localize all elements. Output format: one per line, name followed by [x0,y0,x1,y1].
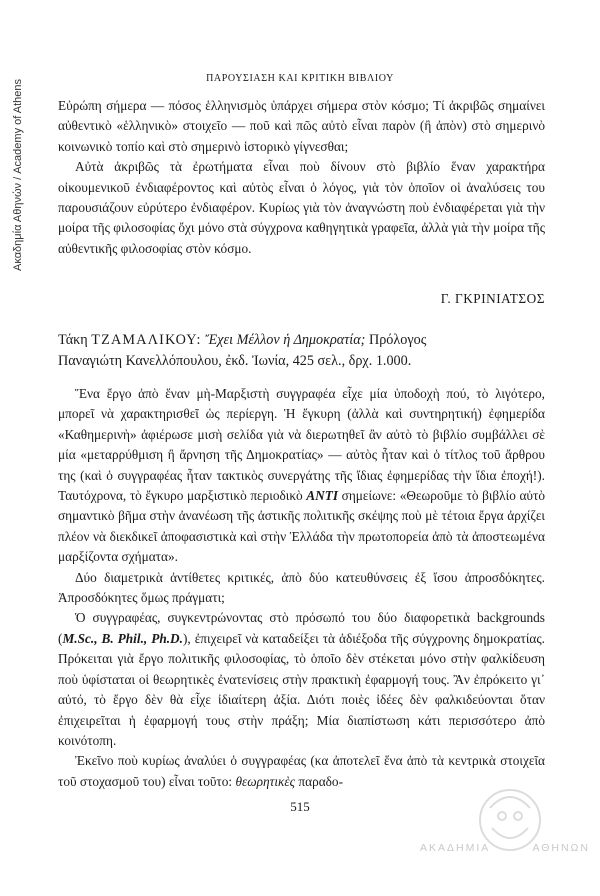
text-run: σημείωνε: «Θεωροῦμε τὸ βιβλίο αὐτὸ σημαντικὸ βῆμα στὴν ἀνανέωση τῆς ἀστικῆς πολιτικῆς σκέψης ποὺ μὲ τέτοια ἔργα ἀρχίζει πλέον νὰ διεκδικεῖ ἀποφασιστικὰ καὶ στὴν Ἑλλάδα τὴν πρωτοπορεία ἀπὸ τὰ ἀποστεωμένα μαρξίζοντα σχήματα». [58,488,545,565]
paragraph [58,608,545,751]
paragraph: Δύο διαμετρικὰ ἀντίθετες κριτικές, ἀπὸ δύο κατευθύνσεις ἐξ ἴσου ἀπροσδόκητες. Ἀπροσδόκητες ὅμως πράγματι; [58,569,545,606]
author-first-name: Τάκη [58,332,88,348]
page-number: 515 [290,799,310,814]
bibliographic-details: Πρόλογος [368,332,427,348]
text-run: Ἐκεῖνο ποὺ κυρίως ἀναλύει ὁ συγγραφέας (κα ἀποτελεῖ ἕνα ἀπὸ τὰ κεντρικὰ στοιχεῖα τοῦ στοχασμοῦ του) εἶναι τοῦτο: [58,753,545,789]
watermark-right: ΑΘΗΝΩΝ [532,842,590,854]
degree-list: M.Sc., B. Phil., Ph.D. [62,630,183,646]
review-body [58,384,545,792]
periodical-name: ANTI [306,488,339,504]
paragraph [58,384,545,568]
bibliographic-details: Παναγιώτη Κανελλόπουλου, ἐκδ. Ἰωνία, 425 σελ., δρχ. 1.000. [58,353,412,369]
book-title: Ἔχει Μέλλον ἡ Δημοκρατία; [205,332,366,348]
academy-emblem-watermark [420,768,600,888]
reviewer-signature: Γ. ΓΚΡΙΝΙΑΤΣΟΣ [440,291,545,306]
watermark-text [420,842,590,854]
running-head: ΠΑΡΟΥΣΙΑΣΗ ΚΑΙ ΚΡΙΤΙΚΗ ΒΙΒΛΙΟΥ [206,73,394,84]
text-run: παραδο- [295,773,344,789]
paragraph: Εὐρώπη σήμερα — πόσος ἑλληνισμὸς ὑπάρχει σήμερα στὸν κόσμο; Τί ἀκριβῶς σημαίνει αὐθεντικὸ «ἑλληνικὸ» στοιχεῖο — ποῦ καὶ πῶς αὐτὸ εἶναι παρὸν (ἢ ἀπὸν) στὸ σημερινὸ κοινωνικὸ τοπίο καὶ στὸ σημερινὸ ἱστορικὸ γίγνεσθαι; [58,98,545,154]
text-run: Ἕνα ἔργο ἀπὸ ἕναν μὴ-Μαρξιστὴ συγγραφέα εἶχε μία ὑποδοχὴ πού, τὸ λιγότερο, μπορεῖ νὰ χαρακτηρισθεῖ ὡς περίεργη. Ἡ ἔγκυρη (ἀλλὰ καὶ συντηρητική) ἐφημερίδα «Καθημερινὴ» ἀφιέρωσε μισὴ σελίδα γιὰ νὰ διερωτηθεῖ ἂν αὐτὸ τὸ βιβλίο συμβάλλει σὲ μία «μεταρρύθμιση ἢ ἄρνηση τῆς Δημοκρατίας» — αὐτὸς ἦταν καὶ ὁ τίτλος τοῦ ἄρθρου της (καὶ ὁ συγγραφέας ἦταν τακτικὸς συνεργάτης τῆς ἴδιας ἐφημερίδας τὴν ἴδια ἐποχή!). Ταυτόχρονα, τὸ ἔγκυρο μαρξιστικὸ περιοδικὸ [58,386,545,504]
text-run: ), ἐπιχειρεῖ νὰ καταδείξει τὰ ἀδιέξοδα τῆς σύγχρονης δημοκρατίας. Πρόκειται γιὰ ἔργο πολιτικῆς φιλοσοφίας, τὸ ὁποῖο δὲν στέκεται μόνο στὴν φαλκίδευση ποὺ ὑφίσταται οἱ θεωρητικὲς ἐνατενίσεις στὴν πρακτικὴ ἐφαρμογή τους. Ἂν ἐπρόκειτο γι᾿ αὐτό, τὸ ἔργο δὲν θὰ εἶχε ἰδιαίτερη ἀξία. Διότι ποιὲς ἰδέες δὲν φαλκιδεύονται ὅταν ἐπιχειρεῖται ἡ ἐφαρμογή τους στὴν πράξη; Μία διαπίστωση κάτι περισσότερο ἀπὸ κοινότοπη. [58,630,545,748]
bibliographic-entry [58,330,548,372]
review-heading [58,330,548,372]
text-run: Ὁ συγγραφέας, συγκεντρώνοντας στὸ πρόσωπό του δύο διαφορετικὰ backgrounds ( [58,610,545,646]
archive-side-label-text: Ακαδημία Αθηνών / Academy of Athens [12,78,25,272]
previous-review-ending [58,96,545,259]
paragraph: Αὐτὰ ἀκριβῶς τὰ ἐρωτήματα εἶναι ποὺ δίνουν στὸ βιβλίο ἕναν χαρακτήρα οἰκουμενικοῦ ἐνδιαφέροντος καὶ αὐτὸς εἶναι ὁ λόγος, γιὰ τὸν ὁποῖον οἱ ἀναλύσεις του παρουσιάζουν εὐρύτερο ἐνδιαφέρον. Κυρίως γιὰ τὸν ἀναγνώστη ποὺ ἐνδιαφέρεται γιὰ τὴν μοίρα τῆς φιλοσοφίας ὄχι μόνο στὰ σύγχρονα καθηγητικὰ γραφεῖα, ἀλλὰ γιὰ τὴν μοίρα τῆς αὐθεντικῆς φιλοσοφίας στὸν κόσμο. [58,159,545,256]
emphasis: θεωρητικὲς [235,773,296,789]
watermark-left: ΑΚΑΔΗΜΙΑ [420,842,491,854]
author-last-name: ΤΖΑΜΑΛΙΚΟΥ: [91,332,202,348]
